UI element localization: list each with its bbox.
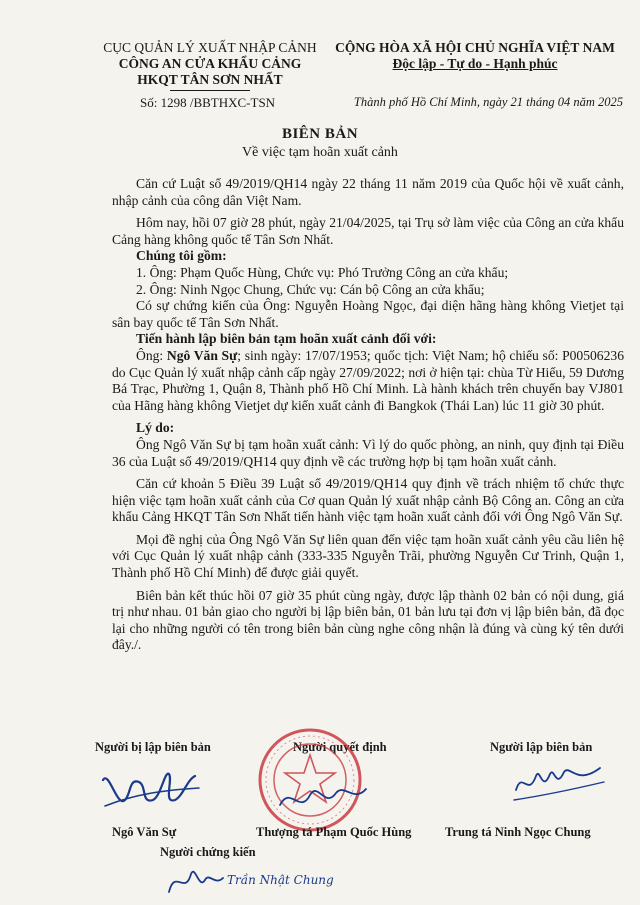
document-date: Thành phố Hồ Chí Minh, ngày 21 tháng 04 năm 2025: [353, 95, 623, 109]
signer-left-name: Ngô Văn Sự: [112, 825, 177, 839]
signature-witness: [165, 862, 345, 900]
signer-left-role: Người bị lập biên bản: [95, 740, 211, 754]
agency-line-3: HKQT TÂN SƠN NHẤT: [137, 72, 283, 87]
paragraph-reason: Ông Ngô Văn Sự bị tạm hoãn xuất cảnh: Vì lý do quốc phòng, an ninh, quy định tại Điều 36 của Luật số 49/2019/QH14 quy định về các trường hợp bị tạm hoãn xuất cảnh.: [112, 436, 624, 469]
agency-line-1: CỤC QUẢN LÝ XUẤT NHẬP CẢNH: [103, 40, 317, 55]
nation-line-1: CỘNG HÒA XÃ HỘI CHỦ NGHĨA VIỆT NAM: [335, 40, 615, 55]
paragraph-legal-basis: Căn cứ Luật số 49/2019/QH14 ngày 22 tháng 11 năm 2019 của Quốc hội về xuất cảnh, nhập cảnh của công dân Việt Nam.: [112, 176, 624, 208]
agency-underline: [170, 90, 250, 91]
document-number: Số: 1298 /BBTHXC-TSN: [140, 95, 276, 110]
heading-members: Chúng tôi gồm:: [136, 248, 227, 264]
signer-right-name: Trung tá Ninh Ngọc Chung: [445, 825, 591, 839]
document-body: [112, 176, 624, 654]
nation-motto: Độc lập - Tự do - Hạnh phúc: [392, 56, 558, 71]
paragraph-contact: Mọi đề nghị của Ông Ngô Văn Sự liên quan đến việc tạm hoãn xuất cảnh yêu cầu liên hệ với Cục Quản lý xuất nhập cảnh (333-335 Nguyễn Trãi, phường Nguyễn Cư Trinh, Quận 1, Thành phố Hồ Chí Minh) để được giải quyết.: [112, 531, 624, 581]
subject-prefix: Ông:: [136, 347, 167, 363]
signer-right-role: Người lập biên bản: [490, 740, 593, 754]
paragraph-time-place: Hôm nay, hồi 07 giờ 28 phút, ngày 21/04/2025, tại Trụ sở làm việc của Công an cửa khẩu Cảng hàng không quốc tế Tân Sơn Nhất.: [112, 215, 624, 247]
witness-role: Người chứng kiến: [160, 845, 256, 859]
signature-mid: [270, 775, 380, 820]
paragraph-closing: Biên bản kết thúc hồi 07 giờ 35 phút cùng ngày, được lập thành 02 bản có nội dung, giá trị như nhau. 01 bản giao cho người bị lập biên bản, 01 bản lưu tại đơn vị lập biên bản, đã đọc lại cho những người có tên trong biên bản cùng nghe công nhận là đúng và cùng ký tên dưới đây./.: [112, 587, 624, 653]
paragraph-authority: Căn cứ khoản 5 Điều 39 Luật số 49/2019/QH14 quy định về trách nhiệm tổ chức thực hiện việc tạm hoãn xuất cảnh của Cơ quan Quản lý xuất nhập cảnh Bộ Công an. Công an cửa khẩu Cảng HKQT Tân Sơn Nhất tiến hành việc tạm hoãn xuất cảnh đối với Ông Ngô Văn Sự.: [112, 476, 624, 525]
document-title: BIÊN BẢN: [281, 126, 359, 142]
signer-mid-name: Thượng tá Phạm Quốc Hùng: [256, 825, 412, 839]
paragraph-witness: Có sự chứng kiến của Ông: Nguyễn Hoàng Ngọc, đại diện hãng hàng không Vietjet tại sân bay quốc tế Tân Sơn Nhất.: [112, 298, 624, 330]
signer-mid-role: Người quyết định: [293, 740, 387, 754]
paragraph-subject: [112, 348, 624, 414]
nation-header: [330, 40, 620, 72]
agency-line-2: CÔNG AN CỬA KHẨU CẢNG: [118, 56, 302, 71]
subject-details: ; sinh ngày: 17/07/1953; quốc tịch: Việt Nam; hộ chiếu số: P00506236 do Cục Quản lý xuất nhập cảnh cấp ngày 27/09/2022; nơi ở hiện tại: chùa Từ Hiếu, 59 Dương Bá Trạc, Phường 1, Quận 8, Thành phố Hồ Chí Minh. Là hành khách trên chuyến bay VJ801 của Hãng hàng không Vietjet dự kiến xuất cảnh đi Bangkok (Thái Lan) lúc 11 giờ 30 phút.: [112, 347, 624, 413]
signature-right: [510, 760, 610, 810]
signature-left: [95, 760, 205, 820]
subject-name: Ngô Văn Sự: [166, 347, 238, 363]
heading-reason: Lý do:: [136, 420, 175, 436]
agency-header: [95, 40, 325, 91]
document-subtitle: Về việc tạm hoãn xuất cảnh: [242, 145, 398, 160]
member-1: 1. Ông: Phạm Quốc Hùng, Chức vụ: Phó Trưởng Công an cửa khẩu;: [136, 264, 509, 280]
heading-subject: Tiến hành lập biên bản tạm hoãn xuất cảnh đối với:: [136, 331, 437, 347]
member-2: 2. Ông: Ninh Ngọc Chung, Chức vụ: Cán bộ Công an cửa khẩu;: [136, 281, 485, 297]
witness-handwriting: Trần Nhật Chung: [227, 873, 334, 887]
